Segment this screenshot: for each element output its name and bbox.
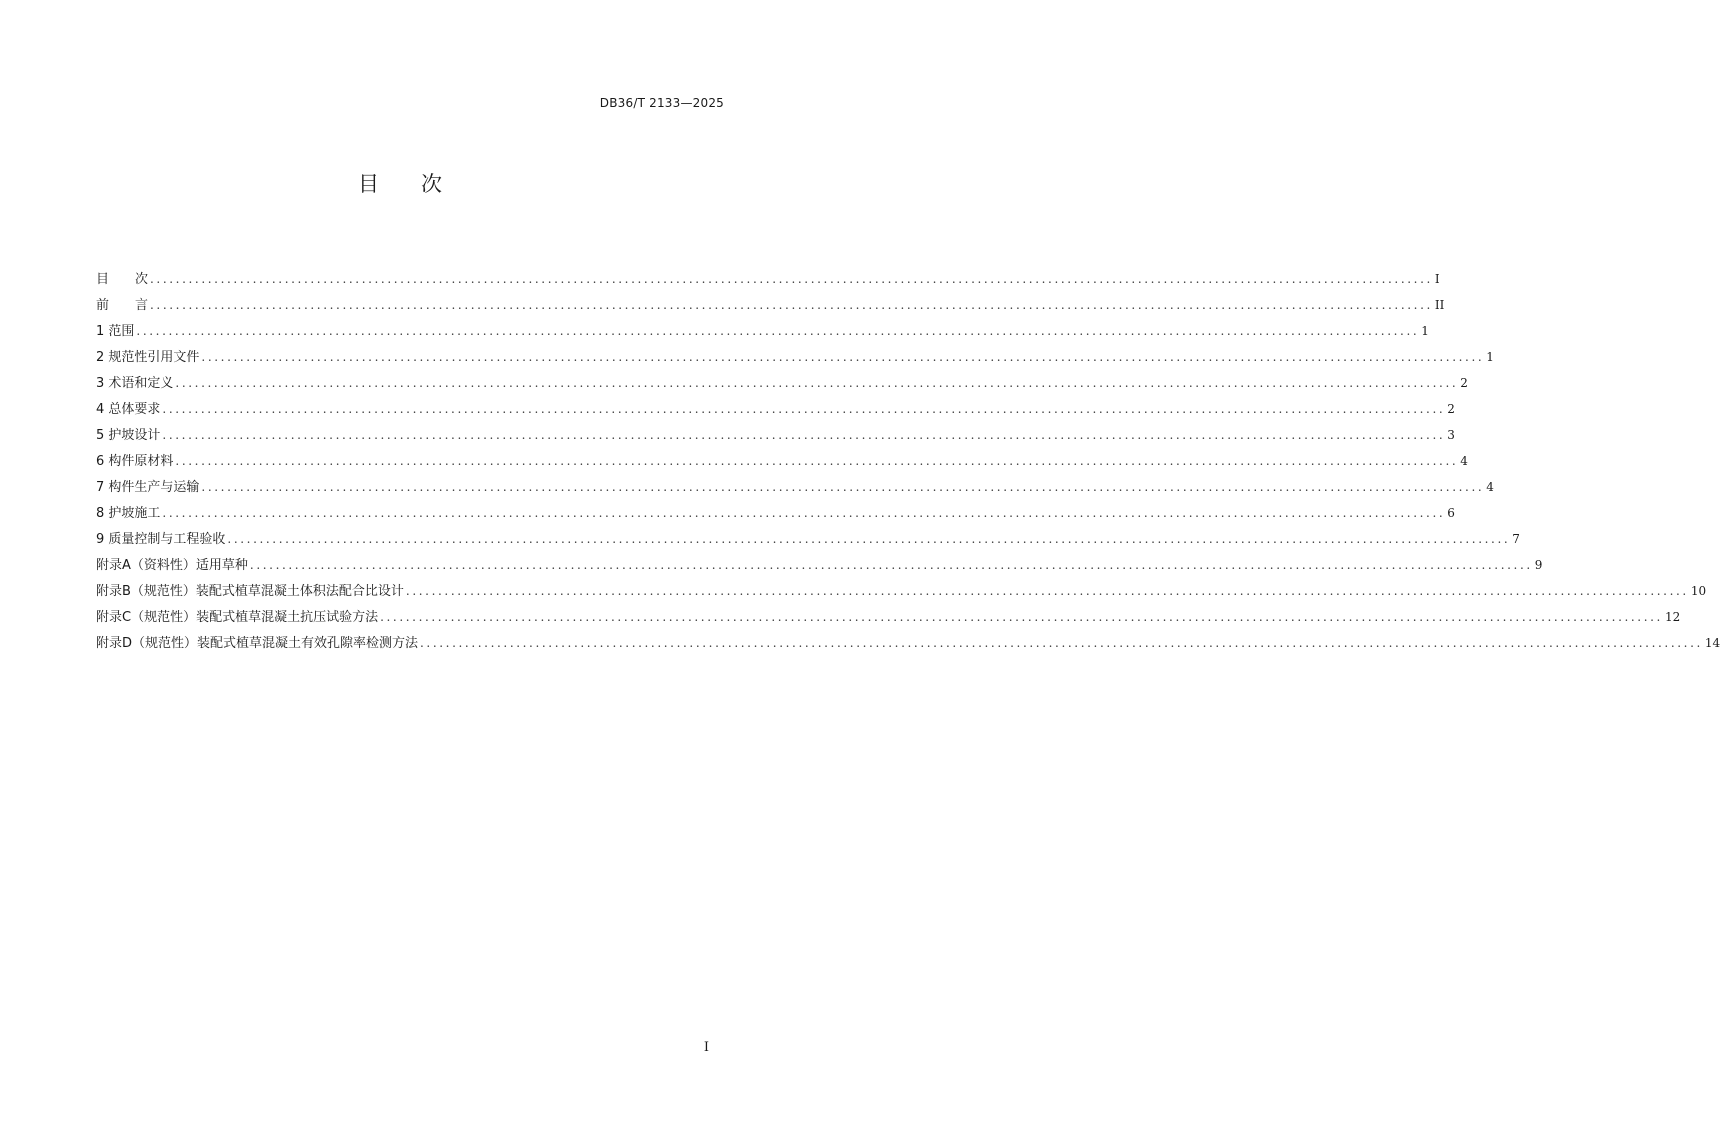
toc-entry-page: 1 — [1486, 350, 1494, 364]
toc-entry-production-transport[interactable] — [96, 474, 1494, 500]
toc-leader-dots: ........................................................................................................................................................................................................ — [175, 376, 1459, 390]
toc-leader-dots: ........................................................................................................................................................................................................ — [405, 584, 1689, 598]
toc-entry-appendix-c[interactable] — [96, 604, 1681, 630]
toc-leader-dots: ........................................................................................................................................................................................................ — [136, 324, 1420, 338]
toc-leader-dots: ........................................................................................................................................................................................................ — [380, 610, 1663, 624]
toc-entry-page: 4 — [1486, 480, 1494, 494]
toc-leader-dots: ........................................................................................................................................................................................................ — [201, 350, 1485, 364]
toc-entry-page: 4 — [1460, 454, 1468, 468]
toc-leader-dots: ........................................................................................................................................................................................................ — [249, 558, 1533, 572]
toc-leader-dots: ........................................................................................................................................................................................................ — [227, 532, 1511, 546]
toc-entry-label: 附录D（规范性）装配式植草混凝土有效孔隙率检测方法 — [96, 636, 419, 651]
toc-entry-scope[interactable] — [96, 318, 1429, 344]
toc-entry-foreword[interactable] — [96, 292, 1445, 318]
toc-entry-label: 2 规范性引用文件 — [96, 350, 200, 365]
toc-entry-page: 10 — [1690, 584, 1707, 598]
toc-entry-page: 2 — [1460, 376, 1468, 390]
toc-entry-label: 1 范围 — [96, 324, 135, 339]
toc-entry-page: 12 — [1664, 610, 1681, 624]
toc-entry-normative-references[interactable] — [96, 344, 1494, 370]
toc-entry-appendix-d[interactable] — [96, 630, 1720, 656]
toc-entry-label: 5 护坡设计 — [96, 428, 161, 443]
toc-entry-label: 附录B（规范性）装配式植草混凝土体积法配合比设计 — [96, 584, 404, 599]
toc-entry-page: 7 — [1512, 532, 1520, 546]
toc-entry-page: II — [1434, 298, 1445, 312]
table-of-contents — [96, 266, 1720, 656]
toc-entry-label: 8 护坡施工 — [96, 506, 161, 521]
toc-entry-terms-definitions[interactable] — [96, 370, 1468, 396]
document-code: DB36/T 2133—2025 — [599, 96, 724, 110]
toc-entry-component-materials[interactable] — [96, 448, 1468, 474]
toc-entry-slope-design[interactable] — [96, 422, 1455, 448]
toc-entry-label: 6 构件原材料 — [96, 454, 174, 469]
toc-entry-page: 3 — [1447, 428, 1455, 442]
toc-entry-page: 14 — [1704, 636, 1720, 650]
toc-entry-page: I — [1434, 272, 1440, 286]
page-title-char-2: 次 — [421, 172, 442, 196]
toc-entry-appendix-b[interactable] — [96, 578, 1707, 604]
toc-entry-label: 4 总体要求 — [96, 402, 161, 417]
toc-entry-page: 2 — [1447, 402, 1455, 416]
toc-leader-dots: ........................................................................................................................................................................................................ — [162, 506, 1446, 520]
toc-leader-dots: ........................................................................................................................................................................................................ — [201, 480, 1485, 494]
toc-entry-contents[interactable] — [96, 266, 1440, 292]
toc-entry-quality-acceptance[interactable] — [96, 526, 1520, 552]
toc-leader-dots: ........................................................................................................................................................................................................ — [162, 402, 1446, 416]
toc-entry-label: 附录C（规范性）装配式植草混凝土抗压试验方法 — [96, 610, 379, 625]
toc-entry-appendix-a[interactable] — [96, 552, 1543, 578]
toc-entry-label: 附录A（资料性）适用草种 — [96, 558, 248, 573]
toc-entry-page: 1 — [1421, 324, 1429, 338]
toc-leader-dots: ........................................................................................................................................................................................................ — [150, 272, 1433, 286]
toc-entry-slope-construction[interactable] — [96, 500, 1455, 526]
toc-leader-dots: ........................................................................................................................................................................................................ — [162, 428, 1446, 442]
toc-entry-label: 9 质量控制与工程验收 — [96, 532, 226, 547]
page-title — [0, 168, 800, 198]
toc-entry-label: 3 术语和定义 — [96, 376, 174, 391]
page-number: I — [703, 1040, 709, 1055]
toc-leader-dots: ........................................................................................................................................................................................................ — [150, 298, 1433, 312]
toc-leader-dots: ........................................................................................................................................................................................................ — [175, 454, 1459, 468]
page-title-char-1: 目 — [358, 172, 379, 196]
toc-entry-label: 目 次 — [96, 272, 149, 287]
toc-leader-dots: ........................................................................................................................................................................................................ — [420, 636, 1703, 650]
toc-entry-page: 9 — [1534, 558, 1543, 572]
toc-entry-page: 6 — [1447, 506, 1455, 520]
toc-entry-label: 7 构件生产与运输 — [96, 480, 200, 495]
toc-entry-label: 前 言 — [96, 298, 149, 313]
toc-entry-general-requirements[interactable] — [96, 396, 1455, 422]
